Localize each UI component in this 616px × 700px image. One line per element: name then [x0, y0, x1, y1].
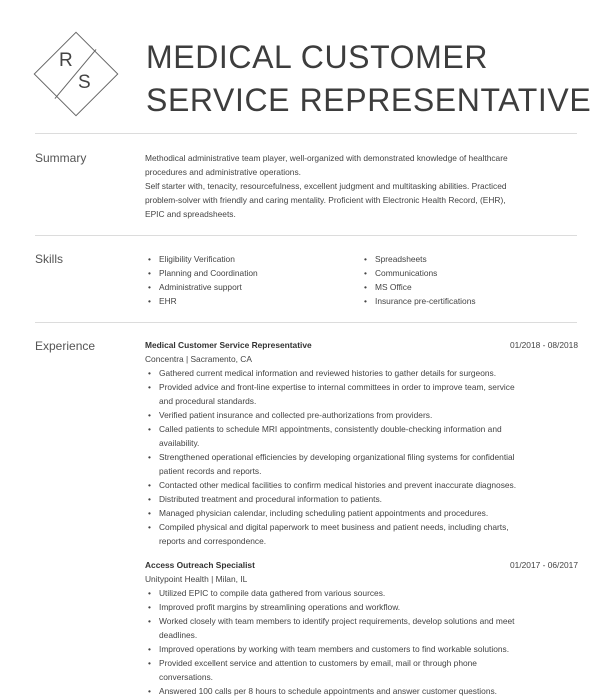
- skill-item: • Eligibility Verification: [145, 252, 355, 266]
- skills-divider: [35, 322, 577, 323]
- job-bullet: • Managed physician calendar, including scheduling patient appointments and procedures.: [145, 506, 578, 520]
- skills-left-column: [145, 252, 355, 308]
- job-bullet: • Called patients to schedule MRI appointments, consistently double-checking information and availability.: [145, 422, 578, 450]
- skills-right-column: [361, 252, 581, 308]
- job-bullet: • Answered 100 calls per 8 hours to schedule appointments and answer customer questions.: [145, 684, 578, 698]
- job-company: Unitypoint Health | Milan, IL: [145, 574, 248, 584]
- header-divider: [35, 133, 577, 134]
- job-title: Medical Customer Service Representative: [145, 340, 312, 350]
- skill-item: • Administrative support: [145, 280, 355, 294]
- job-dates: 01/2017 - 06/2017: [510, 560, 578, 570]
- name-line-1: MEDICAL CUSTOMER: [146, 39, 489, 75]
- summary-line: Self starter with, tenacity, resourcefulness, excellent judgment and multitasking abilities. Practiced: [145, 181, 507, 191]
- job-bullet: • Improved operations by working with team members and customers to find workable solutions.: [145, 642, 578, 656]
- job-bullet: • Utilized EPIC to compile data gathered from various sources.: [145, 586, 578, 600]
- job-bullet: • Worked closely with team members to identify project requirements, develop solutions and meet deadlines.: [145, 614, 578, 642]
- summary-divider: [35, 235, 577, 236]
- job-entry-2: [145, 558, 578, 698]
- job-header: [145, 558, 578, 572]
- skill-item: • Insurance pre-certifications: [361, 294, 581, 308]
- job-bullet: • Distributed treatment and procedural information to patients.: [145, 492, 578, 506]
- job-company: Concentra | Sacramento, CA: [145, 354, 252, 364]
- summary-line: EPIC and spreadsheets.: [145, 209, 236, 219]
- job-title: Access Outreach Specialist: [145, 560, 255, 570]
- job-bullet: • Improved profit margins by streamlining operations and workflow.: [145, 600, 578, 614]
- job-bullet: • Contacted other medical facilities to confirm medical histories and prevent inaccurate diagnoses.: [145, 478, 578, 492]
- job-bullet: • Provided excellent service and attention to customers by email, mail or through phone conversations.: [145, 656, 578, 684]
- monogram-letter-s: S: [78, 72, 91, 93]
- job-dates: 01/2018 - 08/2018: [510, 340, 578, 350]
- skill-item: • EHR: [145, 294, 355, 308]
- skill-item: • Spreadsheets: [361, 252, 581, 266]
- resume-name-title: [146, 36, 606, 122]
- summary-line: Methodical administrative team player, well-organized with demonstrated knowledge of healthcare: [145, 153, 508, 163]
- summary-line: procedures and administrative operations.: [145, 167, 301, 177]
- monogram-letter-r: R: [59, 50, 73, 71]
- job-header: [145, 338, 578, 352]
- job-entry-1: [145, 338, 578, 548]
- summary-text: [145, 151, 585, 221]
- job-bullet: • Strengthened operational efficiencies by developing organizational filing systems for confidential patient records and reports.: [145, 450, 578, 478]
- job-bullet: • Gathered current medical information and reviewed histories to gather details for surgeons.: [145, 366, 578, 380]
- monogram-logo: [34, 32, 118, 116]
- job-bullet: • Verified patient insurance and collected pre-authorizations from providers.: [145, 408, 578, 422]
- experience-heading: Experience: [35, 339, 96, 353]
- name-line-2: SERVICE REPRESENTATIVE: [146, 82, 592, 118]
- summary-line: problem-solver with friendly and caring mentality. Proficient with Electronic Health Record, (EHR),: [145, 195, 506, 205]
- skill-item: • MS Office: [361, 280, 581, 294]
- skill-item: • Communications: [361, 266, 581, 280]
- skills-heading: Skills: [35, 252, 64, 266]
- job-bullet: • Compiled physical and digital paperwork to meet business and patient needs, including charts, reports and correspondence.: [145, 520, 578, 548]
- job-bullet: • Provided advice and front-line expertise to internal committees in order to improve team, service and procedural standards.: [145, 380, 578, 408]
- skill-item: • Planning and Coordination: [145, 266, 355, 280]
- summary-heading: Summary: [35, 151, 87, 165]
